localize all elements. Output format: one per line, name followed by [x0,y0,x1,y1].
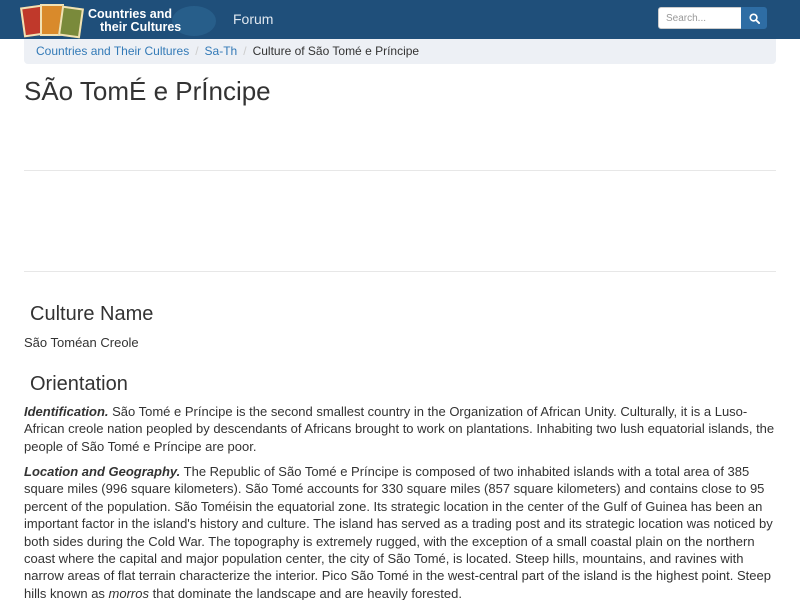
identification-label: Identification. [24,404,109,419]
location-label: Location and Geography. [24,464,181,479]
section-heading-orientation: Orientation [30,373,128,395]
location-italic-term: morros [108,585,149,600]
logo-image-collage [22,4,84,38]
site-logo[interactable] [22,4,218,38]
top-navbar [0,0,800,39]
logo-text-line2: their Cultures [100,20,182,34]
nav-forum-link[interactable]: Forum [233,11,274,27]
breadcrumb-item-sa-th[interactable]: Sa-Th [204,44,238,58]
breadcrumb-separator: / [243,44,247,58]
logo-text-line1: Countries and [88,7,173,21]
section-heading-culture-name: Culture Name [30,303,154,325]
culture-name-text: São Toméan Creole [24,335,139,350]
breadcrumb [24,39,776,64]
paragraph-identification [24,403,778,455]
divider [24,271,776,272]
breadcrumb-item-current: Culture of São Tomé e Príncipe [252,44,420,58]
location-text-1: The Republic of São Tomé e Príncipe is composed of two inhabited islands with a total area of 385 square miles (996 square kilometers). São Tomé accounts for 330 square miles (857 square kilometers) and contains close to 95 percent of the population. São Toméisin the equatorial zone. Its strategic location in the center of the Gulf of Guinea has been an important factor in the island's history and culture. The island has served as a trading post and its strategic location was noticed by both sides during the Cold War. The topography is extremely rugged, with the exception of a small coastal plain on the northern coast where the capital and major population center, the city of São Tomé, is located. Steep hills, mountains, and ravines with narrow areas of flat terrain characterize the interior. Pico São Tomé in the west-central part of the island is the highest point. Steep hills known as [24,464,773,600]
logo-text [88,8,198,34]
search-icon [749,13,760,24]
search-button[interactable] [741,7,767,29]
location-text-2: that dominate the landscape and are heavily forested. [149,585,462,600]
identification-text: São Tomé e Príncipe is the second smallest country in the Organization of African Unity. Culturally, it is a Luso-African creole nation peopled by descendants of Africans brought to work on plantations. Inhabiting two lush equatorial islands, the people of São Tomé e Príncipe are poor. [24,404,775,454]
paragraph-location [24,463,778,600]
search-input[interactable] [658,7,742,29]
page-title: SÃo TomÉ e PrÍncipe [24,76,271,106]
divider [24,170,776,171]
breadcrumb-item-countries[interactable]: Countries and Their Cultures [36,44,190,58]
breadcrumb-separator: / [195,44,199,58]
